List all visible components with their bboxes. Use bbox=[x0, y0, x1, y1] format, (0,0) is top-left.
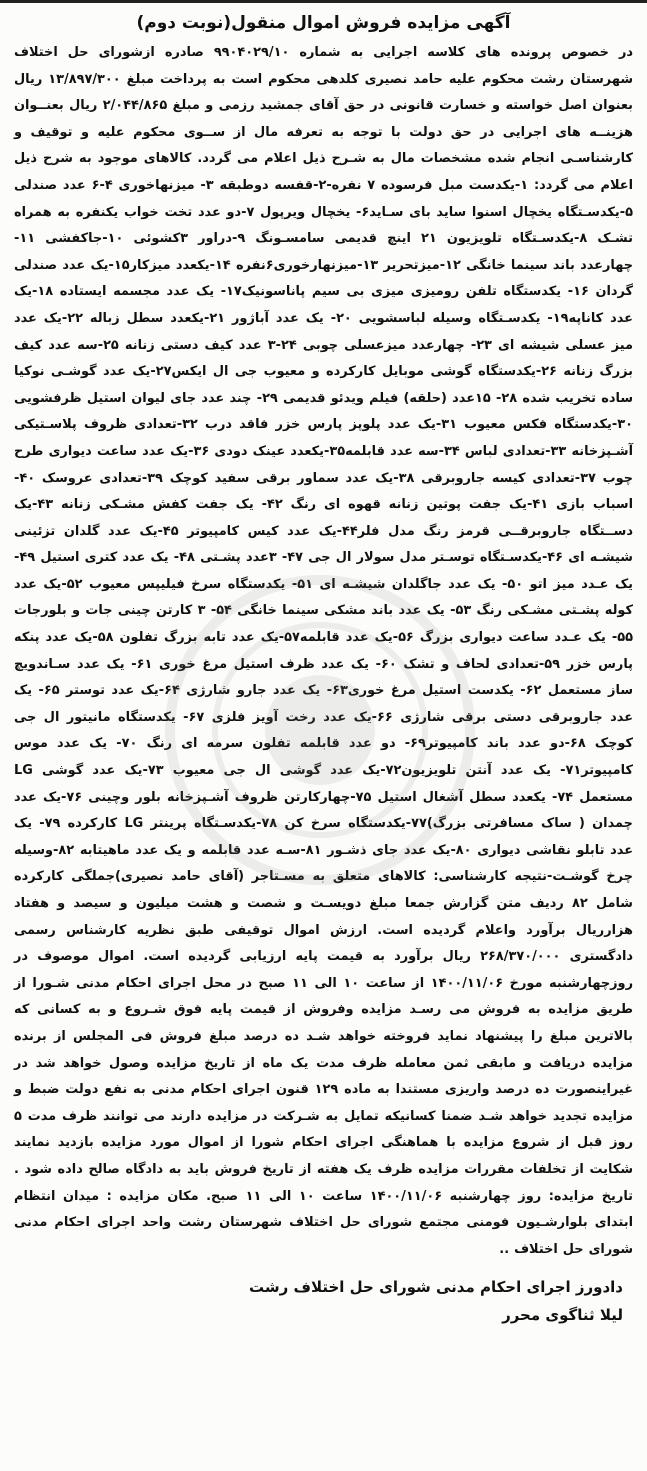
notice-title: آگهی مزایده فروش اموال منقول(نوبت دوم) bbox=[136, 13, 511, 33]
signature-officer-title: دادورز اجرای احکام مدنی شورای حل اختلاف رشت bbox=[249, 1278, 623, 1297]
signature-clerk-name: لیلا ثناگوی محرر bbox=[502, 1306, 623, 1325]
signature-block bbox=[14, 1273, 633, 1329]
top-border-line bbox=[0, 0, 647, 3]
notice-body-text: در خصوص پرونده های کلاسه اجرایی به شماره ۹۹۰۴۰۲۹/۱۰ صادره ازشورای حل اختلاف شهرستان رشت محکوم علیه حامد نصیری کلدهی محکوم است به پرداخت مبلغ ۱۳/۸۹۷/۳۰۰ ریال بعنوان اصل خواسته و خسارت قانونی در حق آقای جمشید رزمی و مبلغ ۲/۰۴۴/۸۶۵ ریال بعنــوان هزینــه های اجرایی در حق دولت با توجه به تعرفه مال از ســوی محکوم علیه و توقیف و کارشناسـی انجام شده مشخصات مال به شـرح ذیل اعلام می گردد. کالاهای موجود به شرح ذیل اعلام می گردد: ۱-یکدست مبل فرسوده ۷ نفره-۲-قفسه دوطبقه ۳- میزنهاخوری ۴-۶ عدد صندلی ۵-یکدسـتگاه یخچال اسنوا ساید بای سـاید۶- یخچال ویرپول ۷-دو عدد تخت خواب یکنفره به همراه تشـک ۸-یکدسـتگاه تلویزیون ۲۱ اینچ قدیمی سامسـونگ ۹-دراور ۳کشوئی ۱۰-جاکفشی ۱۱-چهارعدد باند سینما خانگی ۱۲-میزتحریر ۱۳-میزنهارخوری۶نفره ۱۴-یکعدد میزکار۱۵-یک عدد صندلی گردان ۱۶- یکدستگاه تلفن رومیزی میزی بی سیم پاناسونیک۱۷- یک عدد مجسمه ایستاده ۱۸-یک عدد کاناپه۱۹- یکدسـتگاه وسیله لباسشویی ۲۰- یک عدد آباژور ۲۱-یکعدد سطل زباله ۲۲-یک عدد میز عسلی شیشه ای ۲۳- چهارعدد میزعسلی چوبی ۲۴-۳ عدد کیف دستی زنانه ۲۵-سه عدد کیف بزرگ زنانه ۲۶-یکدستگاه گوشی موبایل کارکرده و معیوب جی ال ایکس۲۷-یک عدد گوشـی نوکیا ساده تخریب شده ۲۸- ۱۵عدد (حلقه) فیلم ویدئو قدیمی ۲۹- چند عدد جای لیوان استیل ظرفشویی ۳۰-یکدستگاه فکس معیوب ۳۱-یک عدد پلوپز پارس خزر فاقد درب ۳۲-تعدادی ظروف پلاسـتیکی آشـپزخانه ۳۳-تعدادی لباس ۳۴-سه عدد قابلمه۳۵-یکعدد عینک دودی ۳۶-یک عدد ساعت دیواری طرح چوب ۳۷-تعدادی کیسه جاروبرقی ۳۸-یک عدد سماور برقی سفید کوچک ۳۹-تعدادی عروسک ۴۰- اسباب بازی ۴۱-یک جفت پوتین زنانه قهوه ای رنگ ۴۲- یک جفت کفش مشـکی زنانه ۴۳-یک دســتگاه جاروبرقــی قرمز رنگ مدل فلر۴۴-یک عدد کیس کامپیوتر ۴۵-یک عدد گلدان تزئینی شیشـه ای ۴۶-یکدسـتگاه توسـتر مدل سولار ال جی ۴۷- ۳عدد پشـتی ۴۸- یک عدد کتری استیل ۴۹- یک عـدد میز اتو ۵۰- یک عدد جاگلدان شیشـه ای ۵۱- یکدستگاه سرخ فیلیپس معیوب ۵۲-یک عدد کوله پشـتی مشـکی رنگ ۵۳- یک عدد باند مشکی سینما خانگی ۵۴- ۳ کارتن چینی جات و بلورجات ۵۵- یک عـدد ساعت دیواری بزرگ ۵۶-یک عدد قابلمه۵۷-یک عدد تابه بزرگ تفلون ۵۸-یک عدد پنکه پارس خزر ۵۹-تعدادی لحاف و تشک ۶۰- یک عدد ظرف استیل مرغ خوری ۶۱- یک عدد سـاندویچ ساز مستعمل ۶۲- یکدست استیل مرغ خوری۶۳- یک عدد جارو شارژی ۶۴-یک عدد توستر ۶۵- یک عدد جاروبرقی دستی برقی شارژی ۶۶-یک عدد رخت آویز فلزی ۶۷- یکدستگاه مانیتور ال جی کوچک ۶۸-دو عدد باند کامپیوتر۶۹- دو عدد قابلمه تفلون سرمه ای رنگ ۷۰- یک عدد موس کامپیوتر۷۱- یک عدد آنتن تلویزیون۷۲-یک عدد گوشی ال جی معیوب ۷۳-یک عدد گوشی LG مستعمل ۷۴- یکعدد سطل آشغال استیل ۷۵-چهارکارتن ظروف آشـپزخانه بلور وچینی ۷۶-یک عدد چمدان ( ساک مسافرتی بزرگ)۷۷-یکدستگاه سرخ کن ۷۸-یکدسـتگاه پرینتر LG کارکرده ۷۹- یک عدد تابلو نقاشی دیواری ۸۰-یک عدد جای ذشـور ۸۱-سـه عدد قابلمه و یک عدد ماهیتابه ۸۲-وسیله چرخ گوشـت-نتیجه کارشناسی: کالاهای متعلق به مسـتاجر (آقای حامد نصیری)جملگی کارکرده شامل ۸۲ ردیف متن گزارش جمعا مبلغ دویسـت و شصت و هشت میلیون و سیصد و هفتاد هزارریال برآورد واعلام گردیده است. ارزش اموال توقیفی طبق نظریه کارشناس رسمی دادگستری ۲۶۸/۳۷۰/۰۰۰ ریال برآورد به قیمت پایه ارزیابی گردیده است. اموال موصوف در روزچهارشنبه مورخ ۱۴۰۰/۱۱/۰۶ از ساعت ۱۰ الی ۱۱ صبح در محل اجرای احکام مدنی شـورا از طریق مزایده به فروش می رسـد مزایده وفروش از قیمت پایه فوق شـروع و به کسانی که بالاترین مبلغ را پیشنهاد نماید فروخته خواهد شـد ده درصد مبلغ فروش فی المجلس از برنده مزایده دریافت و مابقی ثمن معامله ظرف مدت یک ماه از تاریخ مزایده وصول خواهد شد در غیراینصورت ده درصد واریزی مستندا به ماده ۱۲۹ قنون اجرای احکام مدنی به نفع دولت ضبط و مزایده تجدید خواهد شـد ضمنا کسانیکه تمایل به شـرکت در مزایده دارند می توانند ظرف مدت ۵ روز قبل از شروع مزایده با هماهنگی اجرای احکام شورا از اموال مورد مزایده بازدید نمایند شکایت از تخلفات مقررات مزایده ظرف یک هفته از تاریخ فروش باید به دادگاه صالح داده شود . تاریخ مزایده: روز چهارشنبه ۱۴۰۰/۱۱/۰۶ ساعت ۱۰ الی ۱۱ صبح. مکان مزایده : میدان انتظام ابتدای بلوارشـیون فومنی مجتمع شورای حل اختلاف شهرستان رشت واحد اجرای احکام مدنی شورای حل اختلاف .. bbox=[14, 45, 634, 1257]
